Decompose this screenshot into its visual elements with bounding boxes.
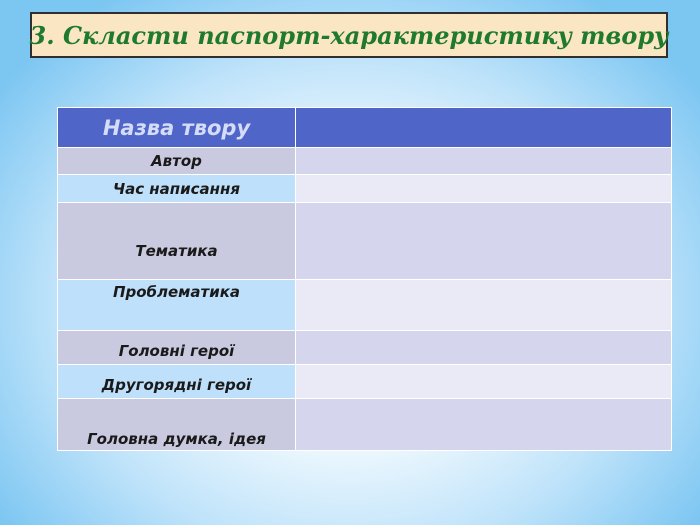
row-value-themes[interactable] bbox=[296, 203, 672, 280]
table-row bbox=[58, 203, 672, 280]
header-label-cell: Назва твору bbox=[58, 108, 296, 148]
row-value-main-idea[interactable] bbox=[296, 399, 672, 451]
row-label-problems: Проблематика bbox=[58, 280, 296, 331]
row-value-author[interactable] bbox=[296, 148, 672, 175]
header-value-cell[interactable] bbox=[296, 108, 672, 148]
row-value-secondary-heroes[interactable] bbox=[296, 365, 672, 399]
passport-table bbox=[57, 107, 672, 451]
table-row bbox=[58, 399, 672, 451]
row-label-themes: Тематика bbox=[58, 203, 296, 280]
table-row bbox=[58, 331, 672, 365]
table-row bbox=[58, 280, 672, 331]
row-label-secondary-heroes: Другорядні герої bbox=[58, 365, 296, 399]
row-value-time[interactable] bbox=[296, 175, 672, 203]
table-row bbox=[58, 148, 672, 175]
table-row bbox=[58, 365, 672, 399]
row-label-author: Автор bbox=[58, 148, 296, 175]
row-label-time: Час написання bbox=[58, 175, 296, 203]
row-label-main-heroes: Головні герої bbox=[58, 331, 296, 365]
table-header-row bbox=[58, 108, 672, 148]
row-value-problems[interactable] bbox=[296, 280, 672, 331]
row-value-main-heroes[interactable] bbox=[296, 331, 672, 365]
table-row bbox=[58, 175, 672, 203]
row-label-main-idea: Головна думка, ідея bbox=[58, 399, 296, 451]
slide-title-box bbox=[30, 12, 668, 58]
slide-title: 3. Скласти паспорт-характеристику твору bbox=[29, 20, 669, 50]
